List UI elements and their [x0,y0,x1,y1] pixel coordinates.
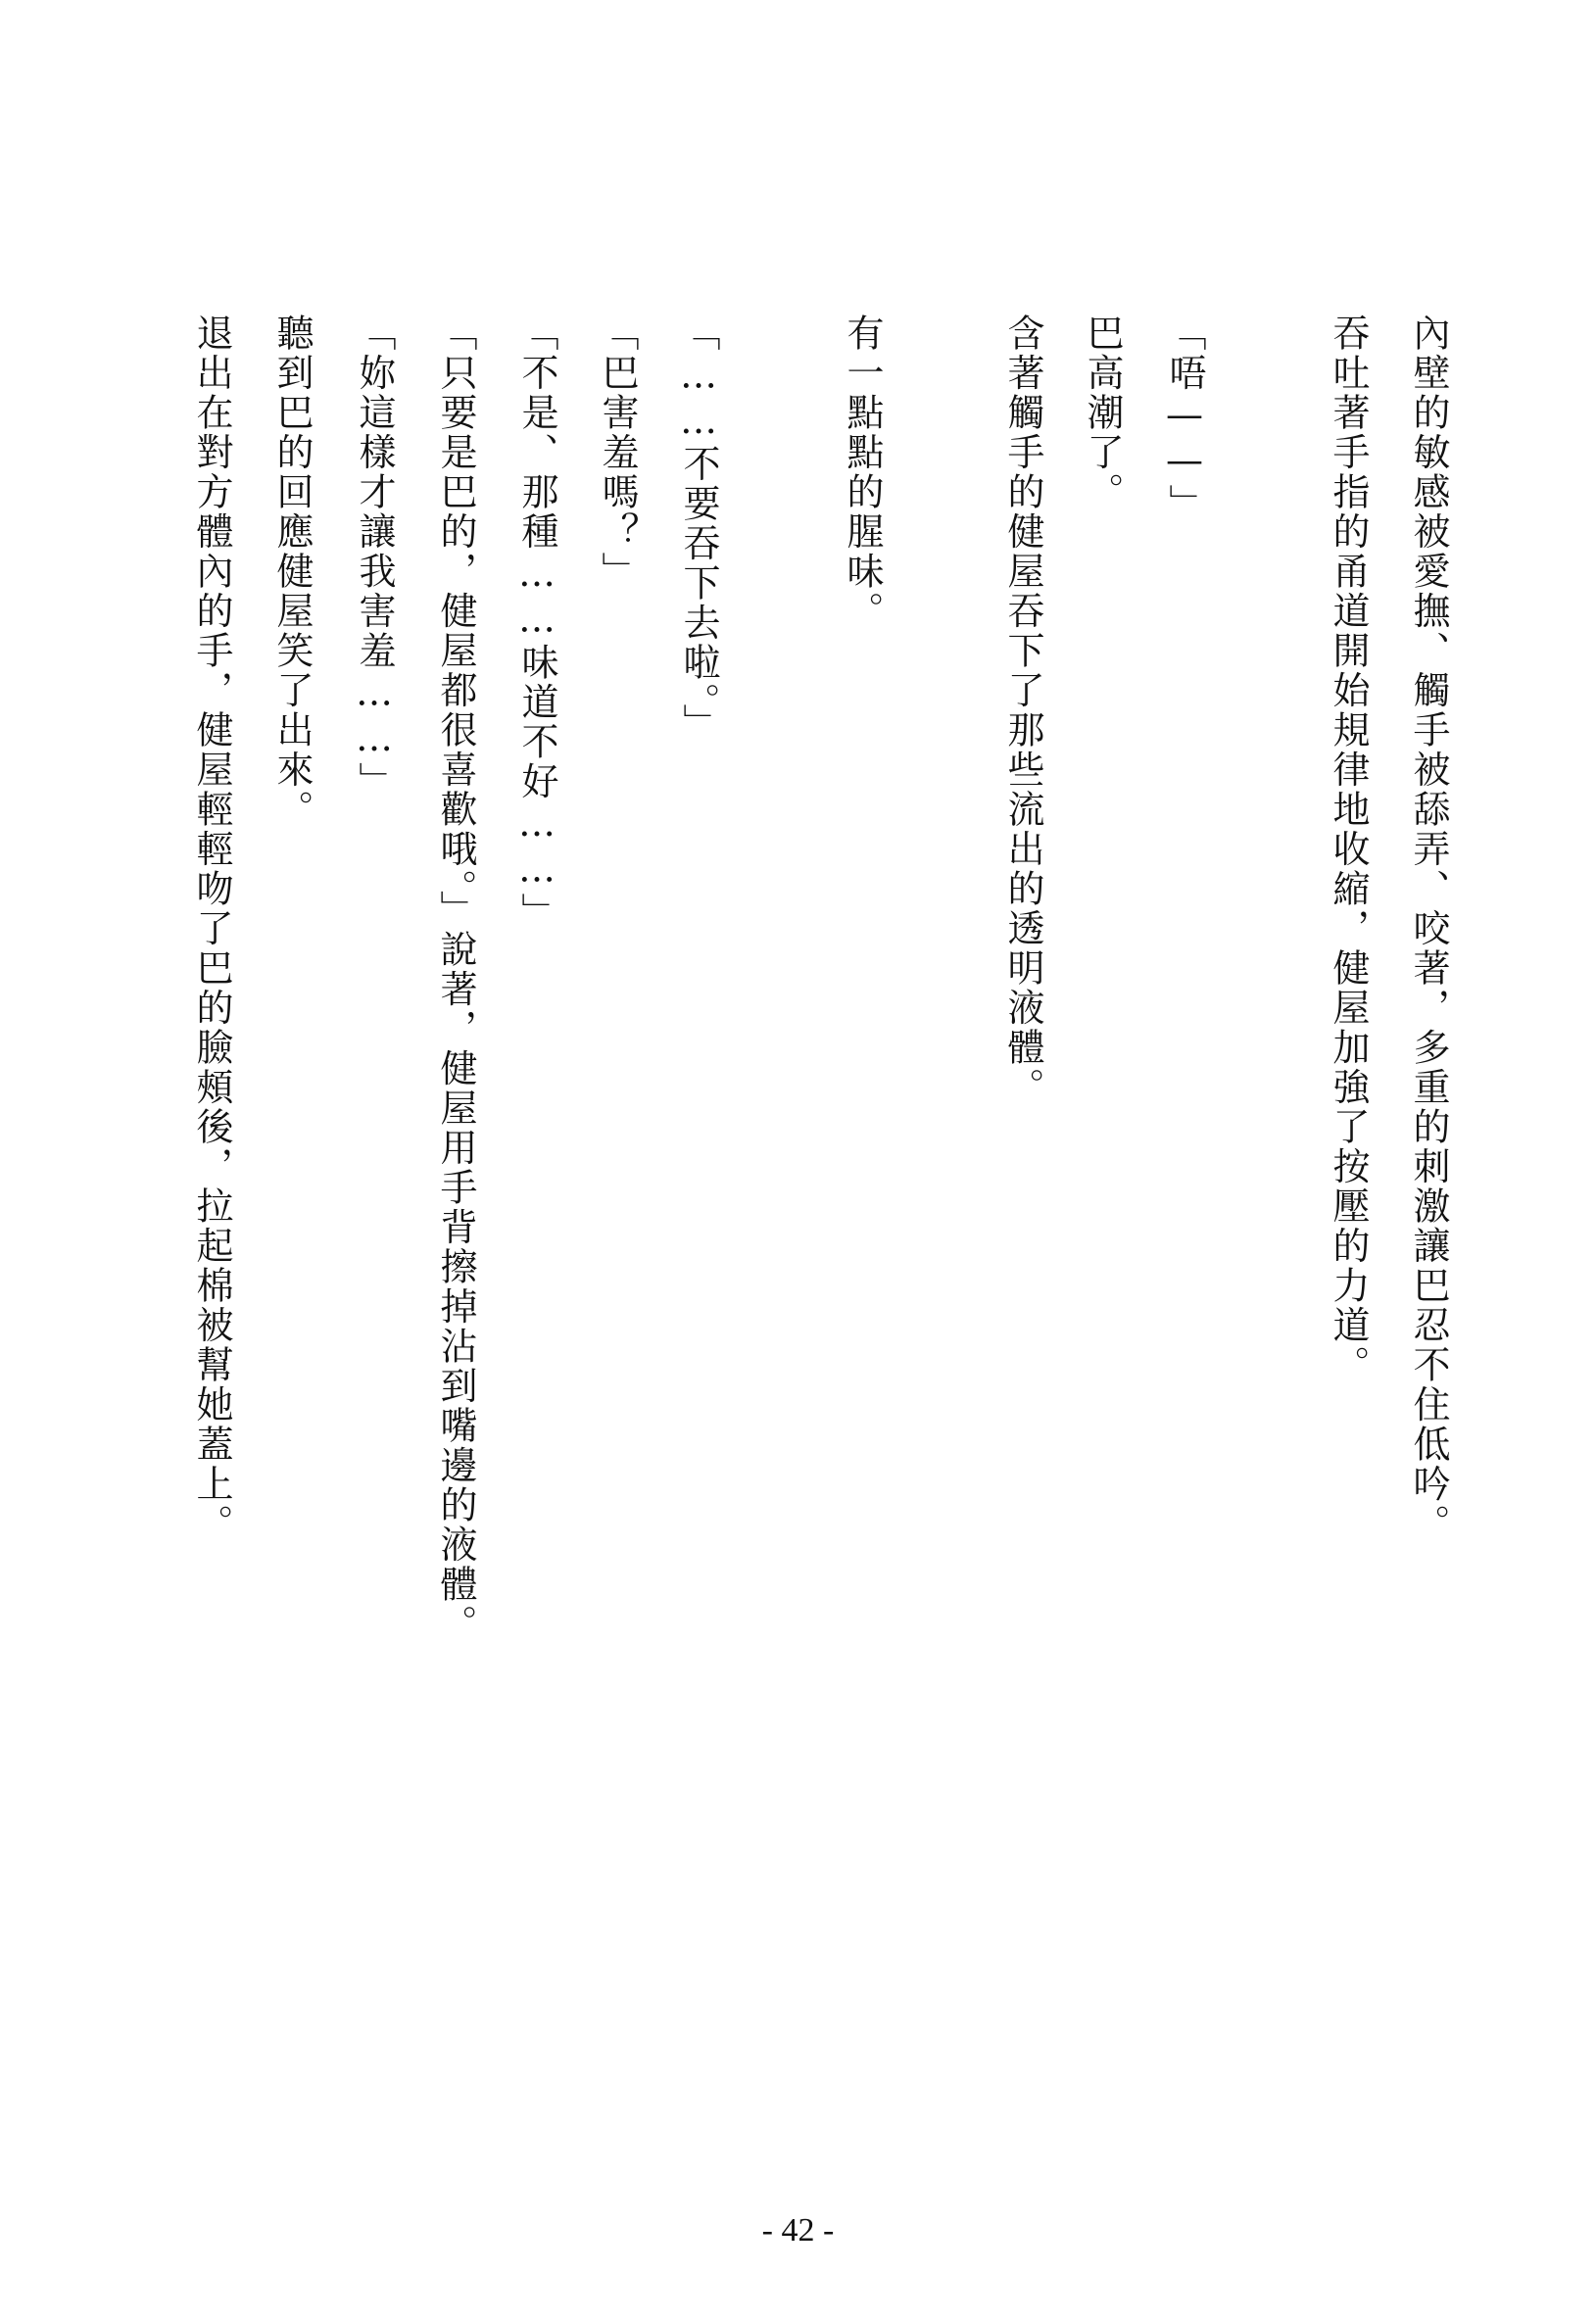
page-number: - 42 - [761,2212,835,2248]
text-line: 巴高潮了。 [1081,314,1124,512]
text-line: 「只要是巴的，健屋都很喜歡哦。」說著，健屋用手背擦掉沾到嘴邊的液體。 [434,314,477,1644]
text-line: 退出在對方體內的手，健屋輕輕吻了巴的臉頰後，拉起棉被幫她蓋上。 [190,314,233,1544]
text-line: 「巴害羞嗎？」 [596,314,639,592]
text-line: 有一點點的腥味。 [841,314,884,631]
text-line: 內壁的敏感被愛撫、觸手被舔弄、咬著，多重的刺激讓巴忍不住低吟。 [1407,314,1450,1544]
text-line: 「妳這樣才讓我害羞……」 [353,314,396,801]
text-line: 「唔——」 [1163,314,1206,524]
text-line: 吞吐著手指的甬道開始規律地收縮，健屋加強了按壓的力道。 [1327,314,1370,1385]
text-line: 含著觸手的健屋吞下了那些流出的透明液體。 [1001,314,1044,1107]
text-line: 聽到巴的回應健屋笑了出來。 [270,314,314,830]
text-line: 「……不要吞下去啦。」 [677,314,720,744]
text-line: 「不是、那種……味道不好……」 [515,314,558,933]
